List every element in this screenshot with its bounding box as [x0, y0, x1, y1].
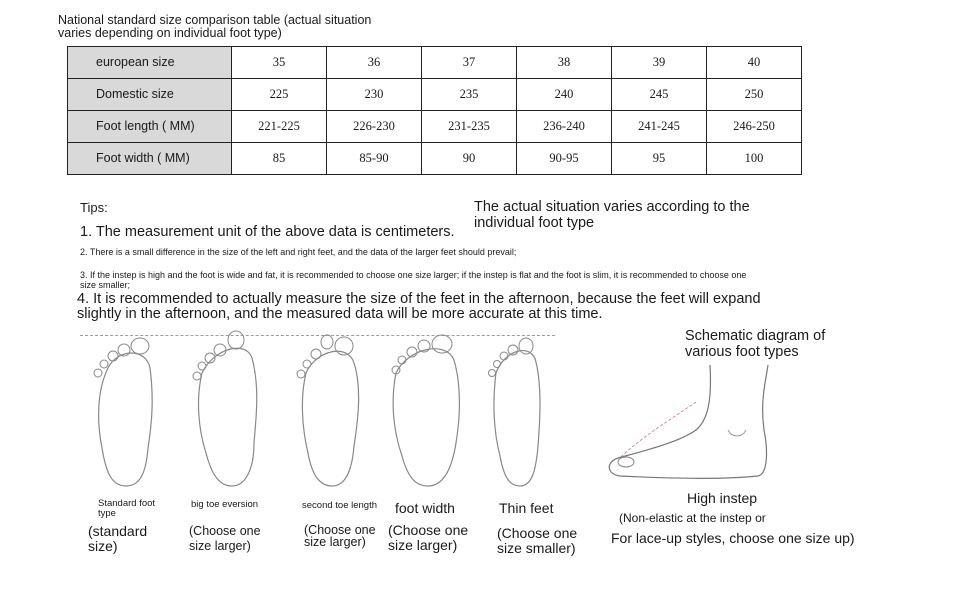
table-cell: 240 — [517, 79, 612, 111]
size-comparison-table — [67, 46, 802, 175]
nonelastic-note: (Non-elastic at the instep or — [619, 511, 766, 525]
table-row — [68, 143, 802, 175]
foot-standard-illustration — [88, 328, 168, 493]
table-title: National standard size comparison table (actual situation varies depending on individual foot type) — [58, 13, 372, 40]
foot-wide-icon — [388, 328, 468, 493]
foot-big-toe-eversion-illustration — [190, 328, 270, 493]
table-cell: 230 — [327, 79, 422, 111]
table-cell: 221-225 — [232, 111, 327, 143]
table-cell: 40 — [707, 47, 802, 79]
tip-3: 3. If the instep is high and the foot is wide and fat, it is recommended to choose one size larger; if the instep is flat and the foot is slim, it is recommended to choose one size smaller; — [80, 270, 747, 290]
table-cell: 36 — [327, 47, 422, 79]
high-instep-foot-icon — [600, 360, 780, 485]
table-cell: 241-245 — [612, 111, 707, 143]
table-cell: 235 — [422, 79, 517, 111]
advice-width: (Choose one size larger) — [388, 522, 469, 553]
table-cell: 95 — [612, 143, 707, 175]
foot-label-standard: Standard foot type — [98, 498, 156, 519]
advice-big-toe: (Choose one size larger) — [189, 524, 261, 553]
row-header: Domestic size — [68, 79, 232, 111]
table-row — [68, 79, 802, 111]
table-row — [68, 111, 802, 143]
foot-big-toe-eversion-icon — [190, 328, 270, 493]
table-cell: 85-90 — [327, 143, 422, 175]
table-cell: 90 — [422, 143, 517, 175]
tips-heading: Tips: — [80, 200, 108, 215]
table-cell: 90-95 — [517, 143, 612, 175]
advice-second-toe: (Choose one size larger) — [304, 523, 376, 549]
table-cell: 246-250 — [707, 111, 802, 143]
foot-label-width: foot width — [395, 500, 455, 516]
schematic-title: Schematic diagram of various foot types — [685, 328, 826, 360]
foot-thin-illustration — [482, 328, 562, 493]
advice-standard: (standard size) — [88, 523, 148, 554]
laceup-note: For lace-up styles, choose one size up) — [611, 530, 855, 546]
foot-second-toe-icon — [292, 328, 372, 493]
table-cell: 35 — [232, 47, 327, 79]
tip-4: 4. It is recommended to actually measure the size of the feet in the afternoon, because the feet will expand slightly in the afternoon, and the measured data will be more accurate at this time. — [77, 291, 761, 322]
table-cell: 37 — [422, 47, 517, 79]
foot-standard-icon — [88, 328, 168, 493]
variation-note: The actual situation varies according to the individual foot type — [474, 199, 750, 231]
table-row — [68, 47, 802, 79]
table-cell: 250 — [707, 79, 802, 111]
advice-thin: (Choose one size smaller) — [497, 525, 578, 556]
foot-width-illustration — [388, 328, 468, 493]
table-cell: 38 — [517, 47, 612, 79]
row-header: Foot width ( MM) — [68, 143, 232, 175]
foot-thin-icon — [482, 328, 562, 493]
tip-1: 1. The measurement unit of the above data is centimeters. — [80, 224, 455, 240]
table-cell: 100 — [707, 143, 802, 175]
table-cell: 231-235 — [422, 111, 517, 143]
row-header: Foot length ( MM) — [68, 111, 232, 143]
foot-label-second-toe: second toe length — [302, 500, 378, 511]
tip-2: 2. There is a small difference in the size of the left and right feet, and the data of the larger feet should prevail; — [80, 247, 517, 257]
row-header: european size — [68, 47, 232, 79]
foot-label-thin: Thin feet — [499, 500, 554, 516]
table-cell: 236-240 — [517, 111, 612, 143]
table-cell: 225 — [232, 79, 327, 111]
high-instep-label: High instep — [687, 490, 758, 506]
table-cell: 85 — [232, 143, 327, 175]
table-cell: 226-230 — [327, 111, 422, 143]
table-cell: 39 — [612, 47, 707, 79]
foot-label-big-toe: big toe eversion — [191, 499, 259, 510]
foot-second-toe-illustration — [292, 328, 372, 493]
table-cell: 245 — [612, 79, 707, 111]
